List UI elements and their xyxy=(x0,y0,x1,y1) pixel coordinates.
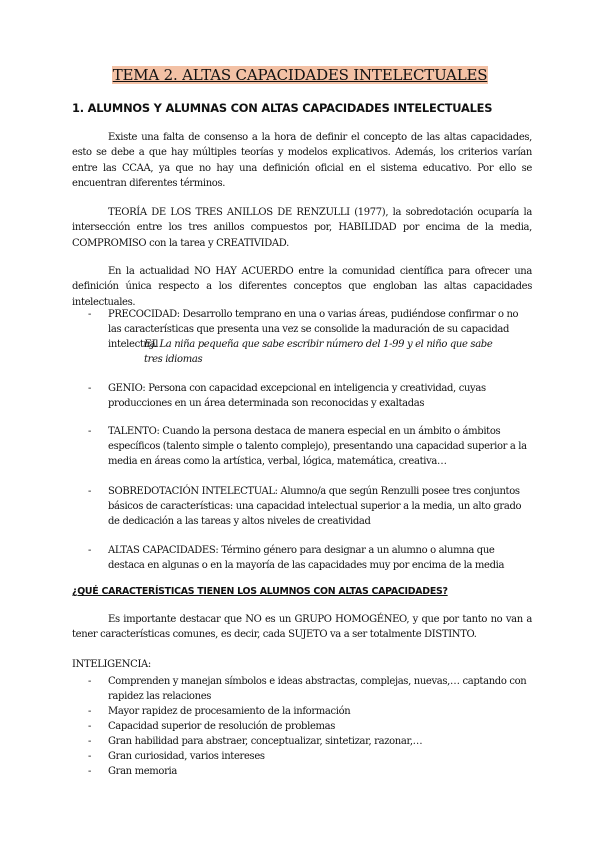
page-title xyxy=(0,66,600,84)
list-item-text: Capacidad superior de resolución de problemas xyxy=(108,721,336,732)
list-item xyxy=(88,704,528,719)
list-item-text: Mayor rapidez de procesamiento de la información xyxy=(108,706,351,717)
list-item xyxy=(88,749,528,764)
bullet-dash: - xyxy=(88,676,92,687)
paragraph-not-homogeneous xyxy=(72,612,532,643)
definition-sobredotacion xyxy=(88,484,528,530)
paragraph-consensus xyxy=(72,130,532,192)
bullet-dash: - xyxy=(88,486,92,497)
list-item-text: Gran memoria xyxy=(108,766,177,777)
list-item-text: Gran habilidad para abstraer, conceptualizar, sintetizar, razonar,… xyxy=(108,736,423,747)
bullet-dash: - xyxy=(88,383,92,394)
bullet-dash: - xyxy=(88,545,92,556)
example-text: EJ. La niña pequeña que sabe escribir número del 1-99 y el niño que sabe tres idiomas xyxy=(144,339,493,365)
list-item xyxy=(88,674,528,704)
intelligence-label: INTELIGENCIA: xyxy=(72,659,151,670)
list-item xyxy=(88,764,528,779)
bullet-dash: - xyxy=(88,426,92,437)
title-text: TEMA 2. ALTAS CAPACIDADES INTELECTUALES xyxy=(112,66,488,84)
paragraph-no-agreement-text: En la actualidad NO HAY ACUERDO entre la comunidad científica para ofrecer una definición única respecto a los diferentes conceptos que engloban las altas capacidades intelectuales. xyxy=(72,266,532,308)
bullet-dash: - xyxy=(88,721,92,732)
list-item-text: Comprenden y manejan símbolos e ideas abstractas, complejas, nuevas,… captando con rapidez las relaciones xyxy=(108,676,527,702)
definition-text: PRECOCIDAD: Desarrollo temprano en una o varias áreas, pudiéndose confirmar o no las características que presenta una vez se consolide la maduración de su capacidad intelectual xyxy=(108,309,519,351)
definition-text: GENIO: Persona con capacidad excepcional en inteligencia y creatividad, cuyas producciones en un área determinada son reconocidas y exaltadas xyxy=(108,383,486,410)
list-item-text: Gran curiosidad, varios intereses xyxy=(108,751,265,762)
list-item xyxy=(88,719,528,734)
paragraph-no-agreement xyxy=(72,264,532,310)
bullet-dash: - xyxy=(88,751,92,762)
definition-talento xyxy=(88,424,528,470)
definition-text: SOBREDOTACIÓN INTELECTUAL: Alumno/a que según Renzulli posee tres conjuntos básicos de características: una capacidad intelectual superior a la media, un alto grado de dedicación a las tareas y altos niveles de creatividad xyxy=(108,486,522,528)
paragraph-renzulli-text: TEORÍA DE LOS TRES ANILLOS DE RENZULLI (1977), la sobredotación ocuparía la intersección entre los tres anillos compuestos por, HABILIDAD por encima de la media, COMPROMISO con la tarea y CREATIVIDAD. xyxy=(72,207,532,249)
bullet-dash: - xyxy=(88,736,92,747)
paragraph-not-homogeneous-text: Es importante destacar que NO es un GRUPO HOMOGÉNEO, y que por tanto no van a tener características comunes, es decir, cada SUJETO va a ser totalmente DISTINTO. xyxy=(72,614,532,641)
paragraph-consensus-text: Existe una falta de consenso a la hora de definir el concepto de las altas capacidades, esto se debe a que hay múltiples teorías y modelos explicativos. Además, los criterios varían entre las CCAA, ya que no hay una definición oficial en el sistema educativo. Por ello se encuentran diferentes términos. xyxy=(72,132,532,190)
section-heading-1: 1. ALUMNOS Y ALUMNAS CON ALTAS CAPACIDADES INTELECTUALES xyxy=(72,101,493,115)
bullet-dash: - xyxy=(88,766,92,777)
definition-text: ALTAS CAPACIDADES: Término género para designar a un alumno o alumna que destaca en algunas o en la mayoría de las capacidades muy por encima de la media xyxy=(108,545,505,572)
list-item xyxy=(88,734,528,749)
section-heading-2: ¿QUÉ CARACTERÍSTICAS TIENEN LOS ALUMNOS CON ALTAS CAPACIDADES? xyxy=(72,586,448,597)
paragraph-renzulli xyxy=(72,205,532,251)
definition-altas-capacidades xyxy=(88,543,528,573)
definition-text: TALENTO: Cuando la persona destaca de manera especial en un ámbito o ámbitos específicos (talento simple o talento complejo), presentando una capacidad superior a la media en áreas como la artística, verbal, lógica, matemática, creativa… xyxy=(108,426,527,468)
bullet-dash: - xyxy=(88,706,92,717)
bullet-dash: - xyxy=(88,309,92,320)
definition-genio xyxy=(88,381,528,411)
